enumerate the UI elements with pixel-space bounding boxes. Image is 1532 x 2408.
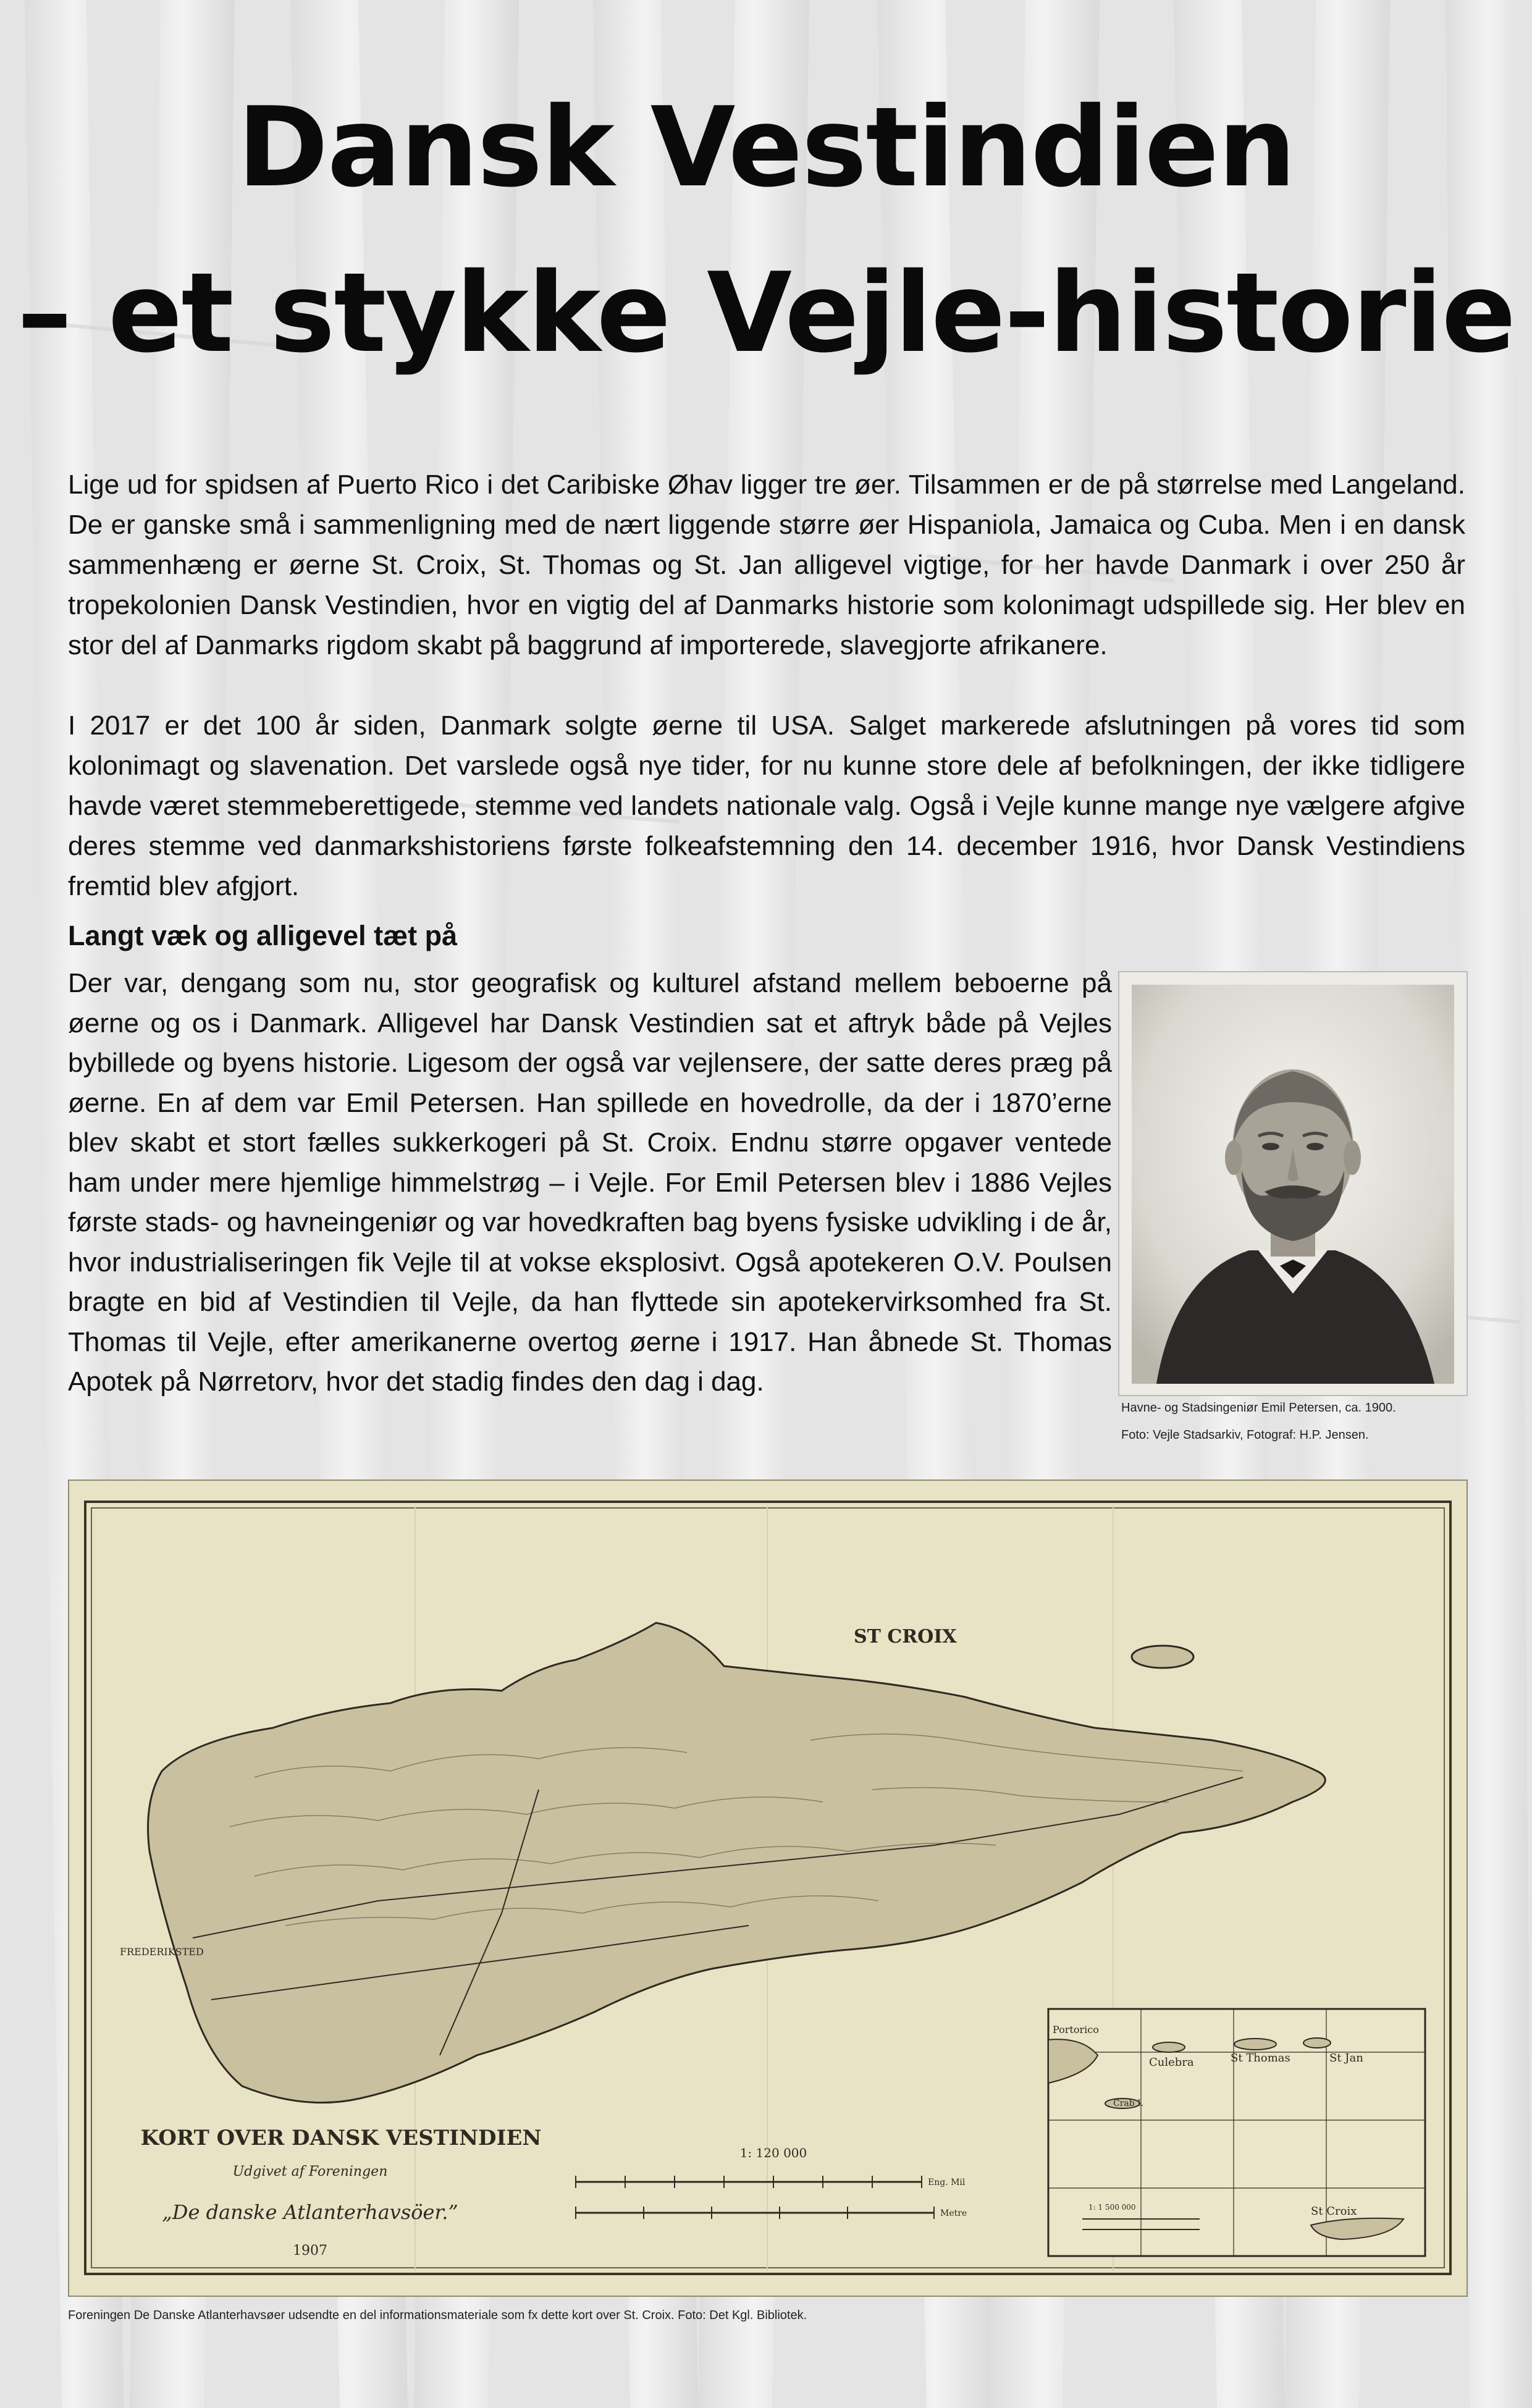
- page-title-line1: Dansk Vestindien: [237, 83, 1295, 211]
- inset-puerto-rico-label: Portorico: [1053, 2024, 1099, 2035]
- intro-paragraph-2: I 2017 er det 100 år siden, Danmark solgte øerne til USA. Salget markerede afslutningen på vores tid som kolonimagt og slavenation. Det varslede også nye tider, for nu kunne store dele af befolkningen, der ikke tidligere havde været stemmeberettigede, stemme ved landets nationale valg. Også i Vejle kunne mange nye vælgere afgive deres stemme ved danmarkshistoriens første folkeafstemning den 14. december 1916, hvor Dansk Vestindiens fremtid blev afgjort.: [68, 710, 1465, 901]
- inset-map: [1048, 2009, 1425, 2256]
- portrait-caption-line1: Havne- og Stadsingeniør Emil Petersen, ca. 1900.: [1121, 1401, 1396, 1415]
- map-town-label: FREDERIKSTED: [120, 1946, 204, 1958]
- map-year: 1907: [293, 2243, 327, 2259]
- intro-paragraph-1: Lige ud for spidsen af Puerto Rico i det Caribiske Øhav ligger tre øer. Tilsammen er de på størrelse med Langeland. De er ganske små i sammenligning med de nært liggende større øer Hispaniola, Jamaica og Cuba. Men i en dansk sammenhæng er øerne St. Croix, St. Thomas og St. Jan alligevel vigtige, for her havde Danmark i over 250 år tropekolonien Dansk Vestindien, hvor en vigtig del af Danmarks historie som kolonimagt udspillede sig. Her blev en stor del af Danmarks rigdom skabt på baggrund af importerede, slavegjorte afrikanere.: [68, 469, 1465, 660]
- inset-st-jan-label: St Jan: [1329, 2052, 1363, 2065]
- inset-culebra-label: Culebra: [1149, 2056, 1194, 2069]
- portrait-photo: [1132, 985, 1454, 1384]
- inset-crab-island-label: Crab I.: [1113, 2099, 1144, 2108]
- section-body: Der var, dengang som nu, stor geografisk og kulturel afstand mellem beboerne på øerne og os i Danmark. Alligevel har Dansk Vestindien sat et aftryk både på Vejles bybillede og byens historie. Ligesom der også var vejlensere, der satte deres præg på øerne. En af dem var Emil Petersen. Han spillede en hovedrolle, da der i 1870’erne blev skabt et stort fælles sukkerkogeri på St. Croix. Endnu større opgaver ventede ham under mere hjemlige himmelstrøg – i Vejle. For Emil Petersen blev i 1886 Vejles første stads- og havneingeniør og var hovedkraften bag byens fysiske udvikling i de år, hvor industrialiseringen fik Vejle til at vokse eksplosivt. Også apotekeren O.V. Poulsen bragte en bid af Vestindien til Vejle, da han flyttede sin apotekervirksomhed fra St. Thomas til Vejle, efter amerikanerne overtog øerne i 1917. Han åbnede St. Thomas Apotek på Nørretorv, hvor det stadig findes den dag i dag.: [68, 968, 1112, 1397]
- map-scale: 1: 120 000: [739, 2145, 807, 2160]
- historic-map-frame: [68, 1480, 1468, 2297]
- page-title-line2: – et stykke Vejle-historie: [17, 249, 1515, 377]
- map-island-label: ST CROIX: [854, 1626, 957, 1648]
- portrait-caption-line2: Foto: Vejle Stadsarkiv, Fotograf: H.P. Jensen.: [1121, 1428, 1369, 1442]
- st-croix-map: [69, 1481, 1467, 2296]
- section-heading: Langt væk og alligevel tæt på: [68, 920, 458, 951]
- inset-scale: 1: 1 500 000: [1088, 2203, 1136, 2212]
- map-society-line: „De danske Atlanterhavsöer.”: [162, 2200, 458, 2224]
- map-publisher-line: Udgivet af Foreningen: [232, 2164, 388, 2179]
- map-scale-unit-top: Eng. Mil: [928, 2178, 966, 2187]
- map-title: KORT OVER DANSK VESTINDIEN: [140, 2126, 542, 2150]
- portrait-photo-frame: [1118, 971, 1468, 1396]
- map-scale-unit-bottom: Metre: [940, 2208, 967, 2218]
- inset-st-croix-label: St Croix: [1311, 2205, 1357, 2218]
- map-caption: Foreningen De Danske Atlanterhavsøer udsendte en del informationsmateriale som fx dette kort over St. Croix. Foto: Det Kgl. Bibliotek.: [68, 2309, 807, 2322]
- inset-st-thomas-label: St Thomas: [1231, 2052, 1290, 2065]
